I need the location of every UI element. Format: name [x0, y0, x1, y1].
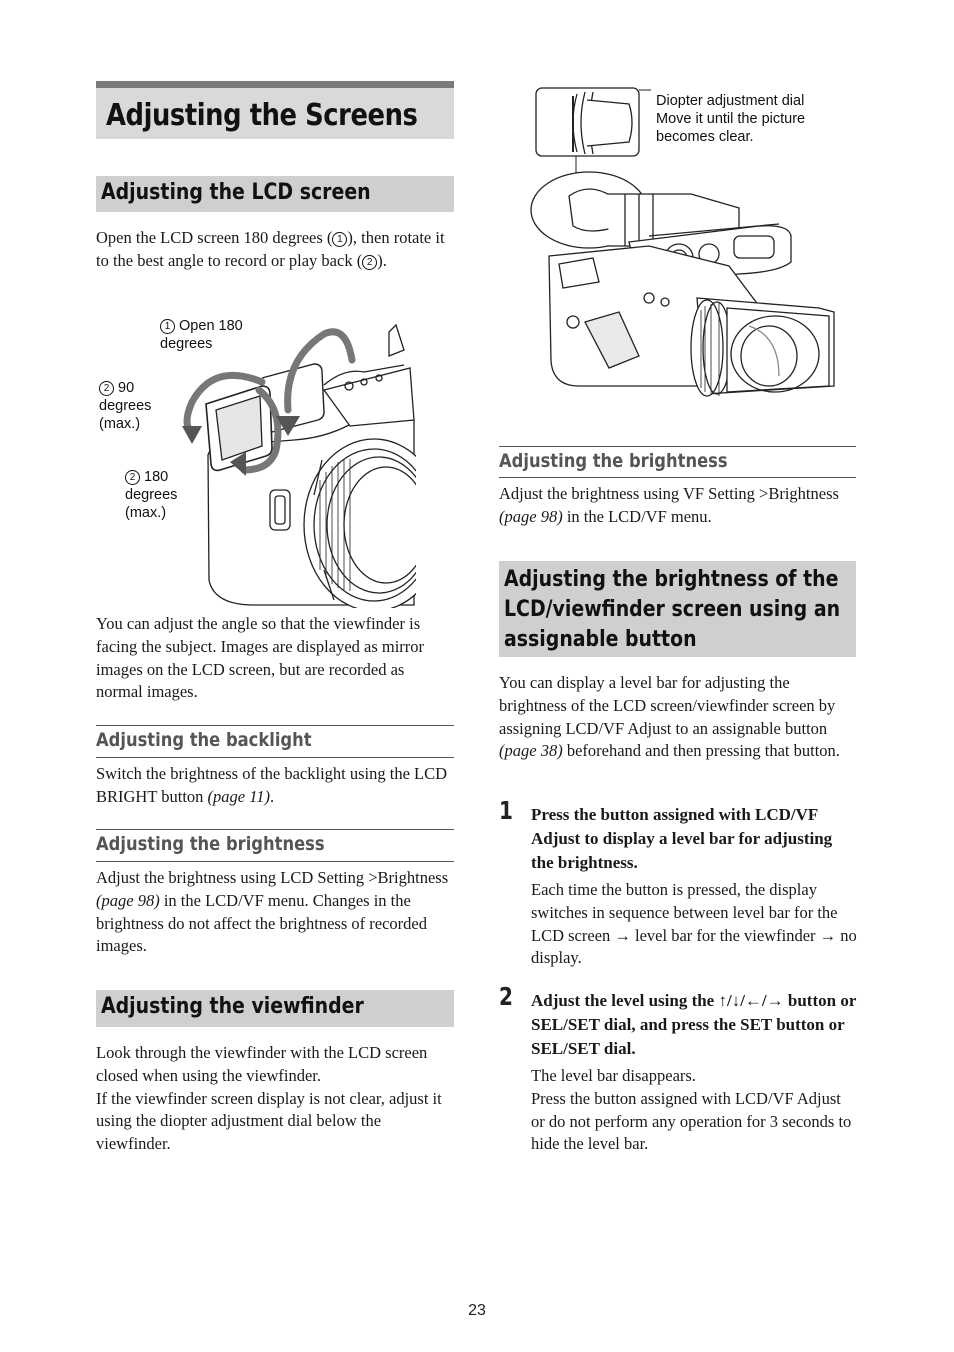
lcd-intro: Open the LCD screen 180 degrees ( 1 ), then rotate it to the best angle to record or play back ( 2 ).	[96, 228, 445, 270]
subheading-lcd-brightness: Adjusting the brightness	[96, 829, 454, 862]
chapter-title: Adjusting the Screens	[106, 98, 418, 133]
page-reference: (page 11)	[207, 786, 271, 806]
callout-open-180: 1 Open 180 degrees	[160, 318, 243, 352]
vf-brightness-text: Adjust the brightness using VF Setting >Brightness (page 98) in the LCD/VF menu.	[499, 484, 839, 526]
page-number: 23	[468, 1302, 486, 1319]
step-1-title: Press the button assigned with LCD/VF Adjust to display a level bar for adjusting the brightness.	[531, 805, 833, 872]
diopter-callout: Diopter adjustment dial Move it until the picture becomes clear.	[656, 93, 806, 145]
section-heading-assignable: Adjusting the brightness of the LCD/viewfinder screen using an assignable button	[499, 561, 856, 657]
page-reference: (page 38)	[499, 741, 563, 761]
lcd-after-figure: You can adjust the angle so that the viewfinder is facing the subject. Images are displayed as mirror images on the LCD screen, but are recorded as normal images.	[96, 614, 425, 702]
callout-180-degrees: 2 180 degrees (max.)	[125, 469, 178, 521]
step-2-title: Adjust the level using the ↑/↓/←/→ button or SEL/SET dial, and press the SET button or SEL/SET dial.	[531, 991, 857, 1058]
viewfinder-text: Look through the viewfinder with the LCD screen closed when using the viewfinder. If the viewfinder screen display is not clear, adjust it using the diopter adjustment dial below the viewfinder.	[96, 1043, 442, 1154]
step-number-2: 2	[499, 982, 513, 1011]
section-heading-lcd: Adjusting the LCD screen	[96, 176, 454, 212]
section-heading-viewfinder: Adjusting the viewfinder	[96, 990, 454, 1027]
subheading-backlight: Adjusting the backlight	[96, 725, 454, 758]
lcd-brightness-text: Adjust the brightness using LCD Setting >Brightness (page 98) in the LCD/VF menu. Changes in the brightness do not affect the brightness of recorded images.	[96, 868, 449, 956]
callout-90-degrees: 2 90 degrees (max.)	[99, 380, 152, 432]
circled-number: 2	[362, 255, 377, 270]
step-1-body: Each time the button is pressed, the display switches in sequence between level bar for the LCD screen → level bar for the viewfinder → no display.	[531, 880, 857, 968]
page-reference: (page 98)	[499, 506, 563, 526]
chapter-heading	[96, 81, 454, 139]
subheading-vf-brightness: Adjusting the brightness	[499, 446, 856, 478]
step-2-body: The level bar disappears. Press the button assigned with LCD/VF Adjust or do not perform any operation for 3 seconds to hide the level bar.	[531, 1066, 852, 1154]
circled-number: 1	[332, 232, 347, 247]
step-number-1: 1	[499, 796, 513, 825]
assignable-intro: You can display a level bar for adjusting the brightness of the LCD screen/viewfinder screen by assigning LCD/VF Adjust to an assignable button (page 38) beforehand and then pressing that button.	[499, 673, 840, 761]
page-reference: (page 98)	[96, 890, 160, 910]
backlight-text: Switch the brightness of the backlight using the LCD BRIGHT button (page 11).	[96, 764, 448, 806]
lcd-rotation-illustration	[174, 320, 416, 608]
